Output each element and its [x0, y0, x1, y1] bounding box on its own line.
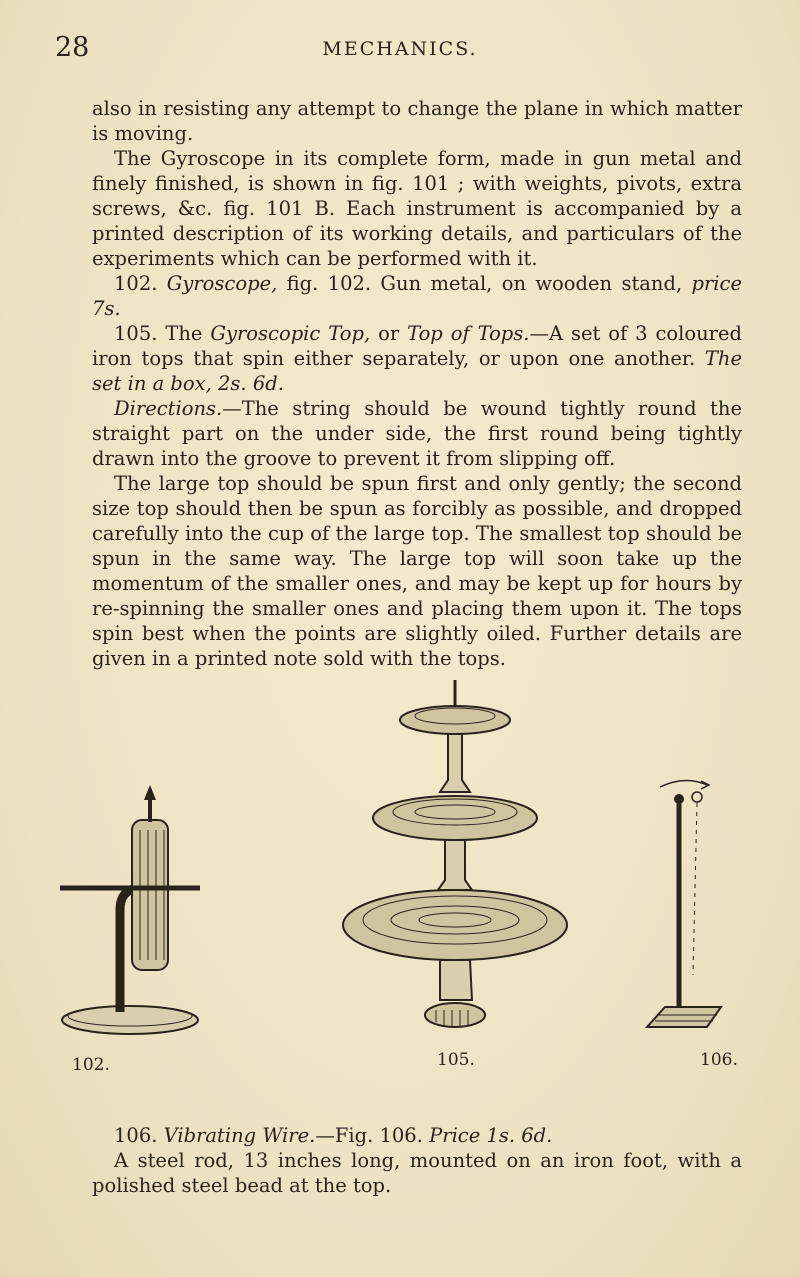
item-text: or: [378, 322, 400, 345]
paragraph-directions: [92, 396, 742, 471]
directions-label: Directions.: [114, 397, 223, 420]
vibrating-wire-illustration-icon: [645, 775, 735, 1045]
item-text: —A set of 3 coloured iron tops that spin either separately, or upon one another.: [92, 322, 743, 370]
item-title-alt: Top of Tops.: [407, 322, 530, 345]
item-price: price 7s.: [92, 272, 743, 320]
item-price: Price 1s. 6d.: [429, 1124, 553, 1147]
item-number: 102.: [114, 272, 158, 295]
running-title: MECHANICS.: [322, 38, 478, 60]
figure-plate: [60, 650, 740, 1075]
item-price: The set in a box, 2s. 6d.: [92, 347, 743, 395]
paragraph-item-102: [92, 271, 742, 321]
directions-text: —The string should be wound tightly round the straight part on the under side, the first round being tightly drawn into the groove to prevent it from slipping off.: [92, 397, 742, 470]
paragraph-item-106: [92, 1123, 742, 1148]
item-text: —Fig. 106.: [315, 1124, 423, 1147]
figure-label-102: 102.: [72, 1055, 110, 1075]
paragraph-item-105: [92, 321, 742, 396]
item-number: 105.: [114, 322, 158, 345]
item-number: 106.: [114, 1124, 158, 1147]
paragraph-gyroscope-description: The Gyroscope in its complete form, made in gun metal and finely finished, is shown in fig. 101 ; with weights, pivots, extra screws, &c. fig. 101 B. Each instrument is accompanied by a printed description of its working details, and particulars of the experiments which can be performed with it.: [92, 147, 742, 270]
body-text-top: [92, 96, 742, 671]
page-header: [55, 32, 745, 72]
paragraph-continuation: also in resisting any attempt to change the plane in which matter is moving.: [92, 97, 742, 145]
stacked-tops-illustration-icon: [340, 680, 570, 1040]
item-title: Gyroscopic Top,: [210, 322, 371, 345]
page-number: 28: [55, 32, 90, 63]
figure-label-106: 106.: [700, 1050, 738, 1070]
item-text: The: [165, 322, 203, 345]
item-text: fig. 102. Gun metal, on wooden stand,: [286, 272, 683, 295]
item-title: Gyroscope,: [166, 272, 278, 295]
body-text-bottom: [92, 1123, 742, 1198]
item-title: Vibrating Wire.: [163, 1124, 316, 1147]
gyroscope-illustration-icon: [60, 780, 200, 1040]
paragraph-spinning-instructions: The large top should be spun first and only gently; the second size top should then be spun as forcibly as possible, and dropped carefully into the cup of the large top. The smallest top should be spun in the same way. The large top will soon take up the momentum of the smaller ones, and may be kept up for hours by re-spinning the smaller ones and placing them upon it. The tops spin best when the points are slightly oiled. Further details are given in a printed note sold with the tops.: [92, 472, 742, 670]
paragraph-wire-description: A steel rod, 13 inches long, mounted on an iron foot, with a polished steel bead at the top.: [92, 1149, 742, 1197]
figure-label-105: 105.: [437, 1050, 475, 1070]
